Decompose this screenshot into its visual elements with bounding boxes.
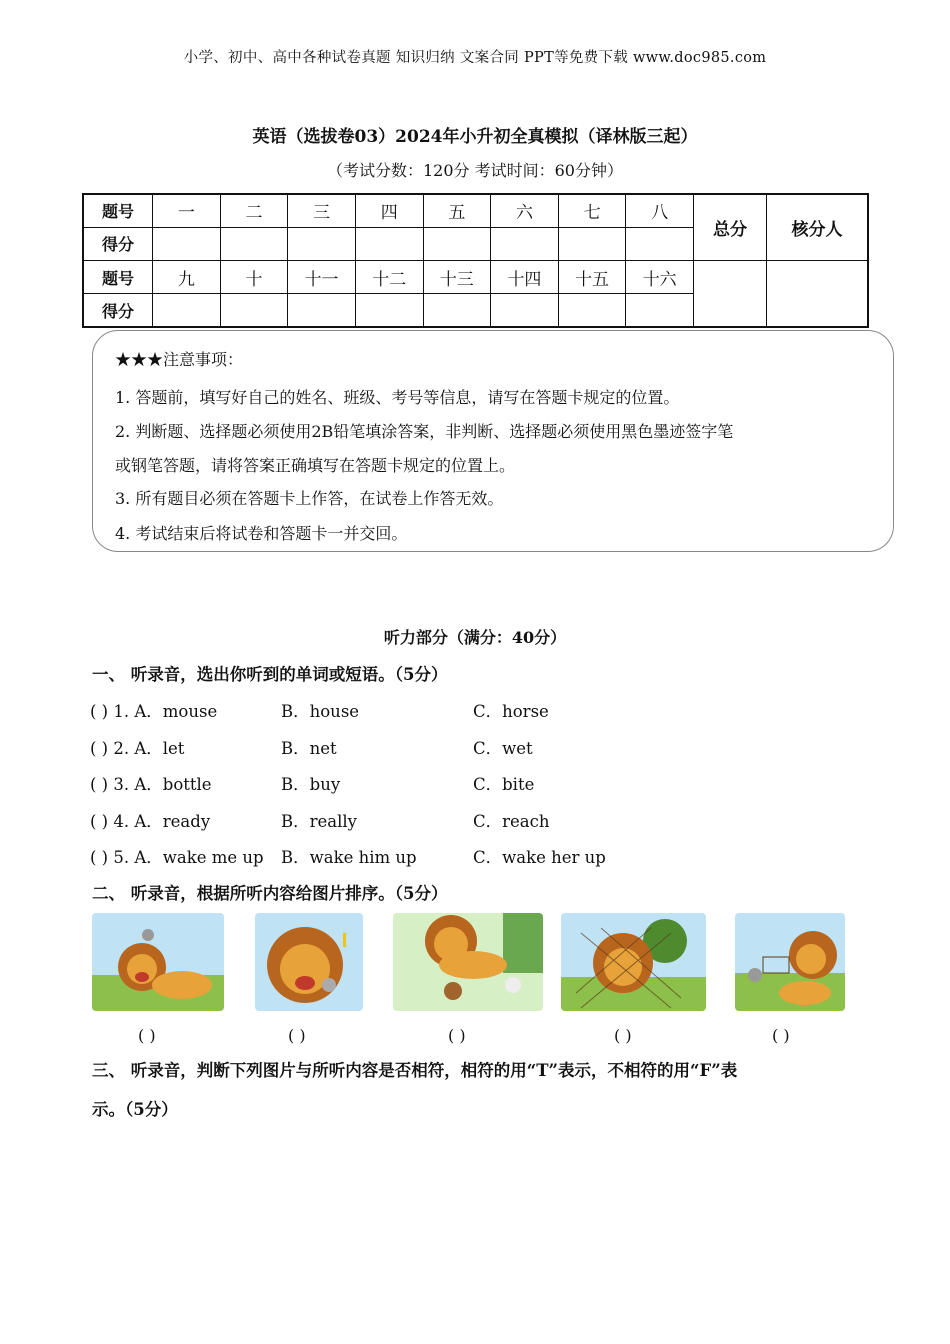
notice-item: 1. 答题前，填写好自己的姓名、班级、考号等信息，请写在答题卡规定的位置。	[115, 388, 680, 407]
q-num-cell: 一	[153, 194, 221, 227]
order-answer-blank[interactable]: ( )	[614, 1026, 632, 1045]
label-score: 得分	[83, 227, 153, 260]
q-num-cell: 八	[626, 194, 694, 227]
q-num-cell: 十	[220, 261, 288, 294]
question-option-a: ( ) 3. A．bottle	[90, 775, 212, 794]
question-option-b: B．house	[281, 702, 360, 721]
score-cell[interactable]	[491, 227, 559, 260]
lion-picture-3	[393, 913, 543, 1011]
q-num-cell: 六	[491, 194, 559, 227]
question-option-a: ( ) 4. A．ready	[90, 812, 211, 831]
score-cell[interactable]	[288, 294, 356, 327]
lion-picture-4	[561, 913, 706, 1011]
notice-box	[92, 330, 894, 552]
q-num-cell: 九	[153, 261, 221, 294]
order-answer-blank[interactable]: ( )	[288, 1026, 306, 1045]
score-cell[interactable]	[220, 227, 288, 260]
site-header: 小学、初中、高中各种试卷真题 知识归纳 文案合同 PPT等免费下载 www.doc985.com	[183, 50, 767, 66]
part3-heading-line1: 三、 听录音，判断下列图片与所听内容是否相符，相符的用“T”表示，不相符的用“F”表	[92, 1061, 738, 1080]
part1-heading: 一、 听录音，选出你听到的单词或短语。（5分）	[92, 665, 448, 684]
q-num-cell: 四	[355, 194, 423, 227]
label-number: 题号	[83, 261, 153, 294]
exam-subtitle: （考试分数：120分 考试时间：60分钟）	[327, 161, 623, 180]
q-num-cell: 十一	[288, 261, 356, 294]
score-cell[interactable]	[355, 294, 423, 327]
exam-title: 英语（选拔卷03）2024年小升初全真模拟（译林版三起）	[252, 127, 698, 147]
score-cell[interactable]	[558, 294, 626, 327]
part3-heading-line2: 示。（5分）	[92, 1100, 178, 1119]
score-cell[interactable]	[626, 227, 694, 260]
score-cell[interactable]	[423, 294, 491, 327]
q-num-cell: 二	[220, 194, 288, 227]
question-option-b: B．wake him up	[281, 848, 417, 867]
order-answer-blank[interactable]: ( )	[138, 1026, 156, 1045]
notice-item: 或钢笔答题，请将答案正确填写在答题卡规定的位置上。	[115, 456, 516, 475]
q-num-cell: 十二	[355, 261, 423, 294]
q-num-cell: 七	[558, 194, 626, 227]
score-cell[interactable]	[355, 227, 423, 260]
question-option-b: B．net	[281, 739, 337, 758]
question-option-a: ( ) 1. A．mouse	[90, 702, 218, 721]
score-cell[interactable]	[423, 227, 491, 260]
q-num-cell: 三	[288, 194, 356, 227]
question-option-a: ( ) 5. A．wake me up	[90, 848, 264, 867]
label-score: 得分	[83, 294, 153, 327]
lion-picture-2	[255, 913, 363, 1011]
part2-heading: 二、 听录音，根据所听内容给图片排序。（5分）	[92, 884, 448, 903]
score-cell[interactable]	[491, 294, 559, 327]
score-cell[interactable]	[153, 294, 221, 327]
score-cell[interactable]	[558, 227, 626, 260]
order-answer-blank[interactable]: ( )	[772, 1026, 790, 1045]
notice-item: 4. 考试结束后将试卷和答题卡一并交回。	[115, 524, 408, 543]
total-score-cell[interactable]	[694, 261, 767, 328]
notice-item: 2. 判断题、选择题必须使用2B铅笔填涂答案，非判断、选择题必须使用黑色墨迹签字笔	[115, 422, 734, 441]
score-cell[interactable]	[626, 294, 694, 327]
score-cell[interactable]	[220, 294, 288, 327]
question-option-c: C．wake her up	[473, 848, 606, 867]
question-option-b: B．really	[281, 812, 357, 831]
question-option-a: ( ) 2. A．let	[90, 739, 185, 758]
score-table	[82, 193, 869, 328]
score-cell[interactable]	[153, 227, 221, 260]
question-option-c: C．reach	[473, 812, 550, 831]
lion-picture-1	[92, 913, 224, 1011]
question-option-c: C．horse	[473, 702, 549, 721]
question-option-c: C．bite	[473, 775, 535, 794]
notice-item: 3. 所有题目必须在答题卡上作答，在试卷上作答无效。	[115, 489, 504, 508]
checker-cell[interactable]	[767, 261, 869, 328]
lion-picture-5	[735, 913, 845, 1011]
total-label: 总分	[694, 194, 767, 261]
listening-title: 听力部分（满分：40分）	[383, 628, 567, 647]
question-option-c: C．wet	[473, 739, 533, 758]
notice-heading: ★★★注意事项：	[115, 350, 244, 369]
score-cell[interactable]	[288, 227, 356, 260]
label-number: 题号	[83, 194, 153, 227]
order-answer-blank[interactable]: ( )	[448, 1026, 466, 1045]
question-option-b: B．buy	[281, 775, 341, 794]
q-num-cell: 十四	[491, 261, 559, 294]
q-num-cell: 五	[423, 194, 491, 227]
q-num-cell: 十六	[626, 261, 694, 294]
q-num-cell: 十五	[558, 261, 626, 294]
checker-label: 核分人	[767, 194, 869, 261]
q-num-cell: 十三	[423, 261, 491, 294]
